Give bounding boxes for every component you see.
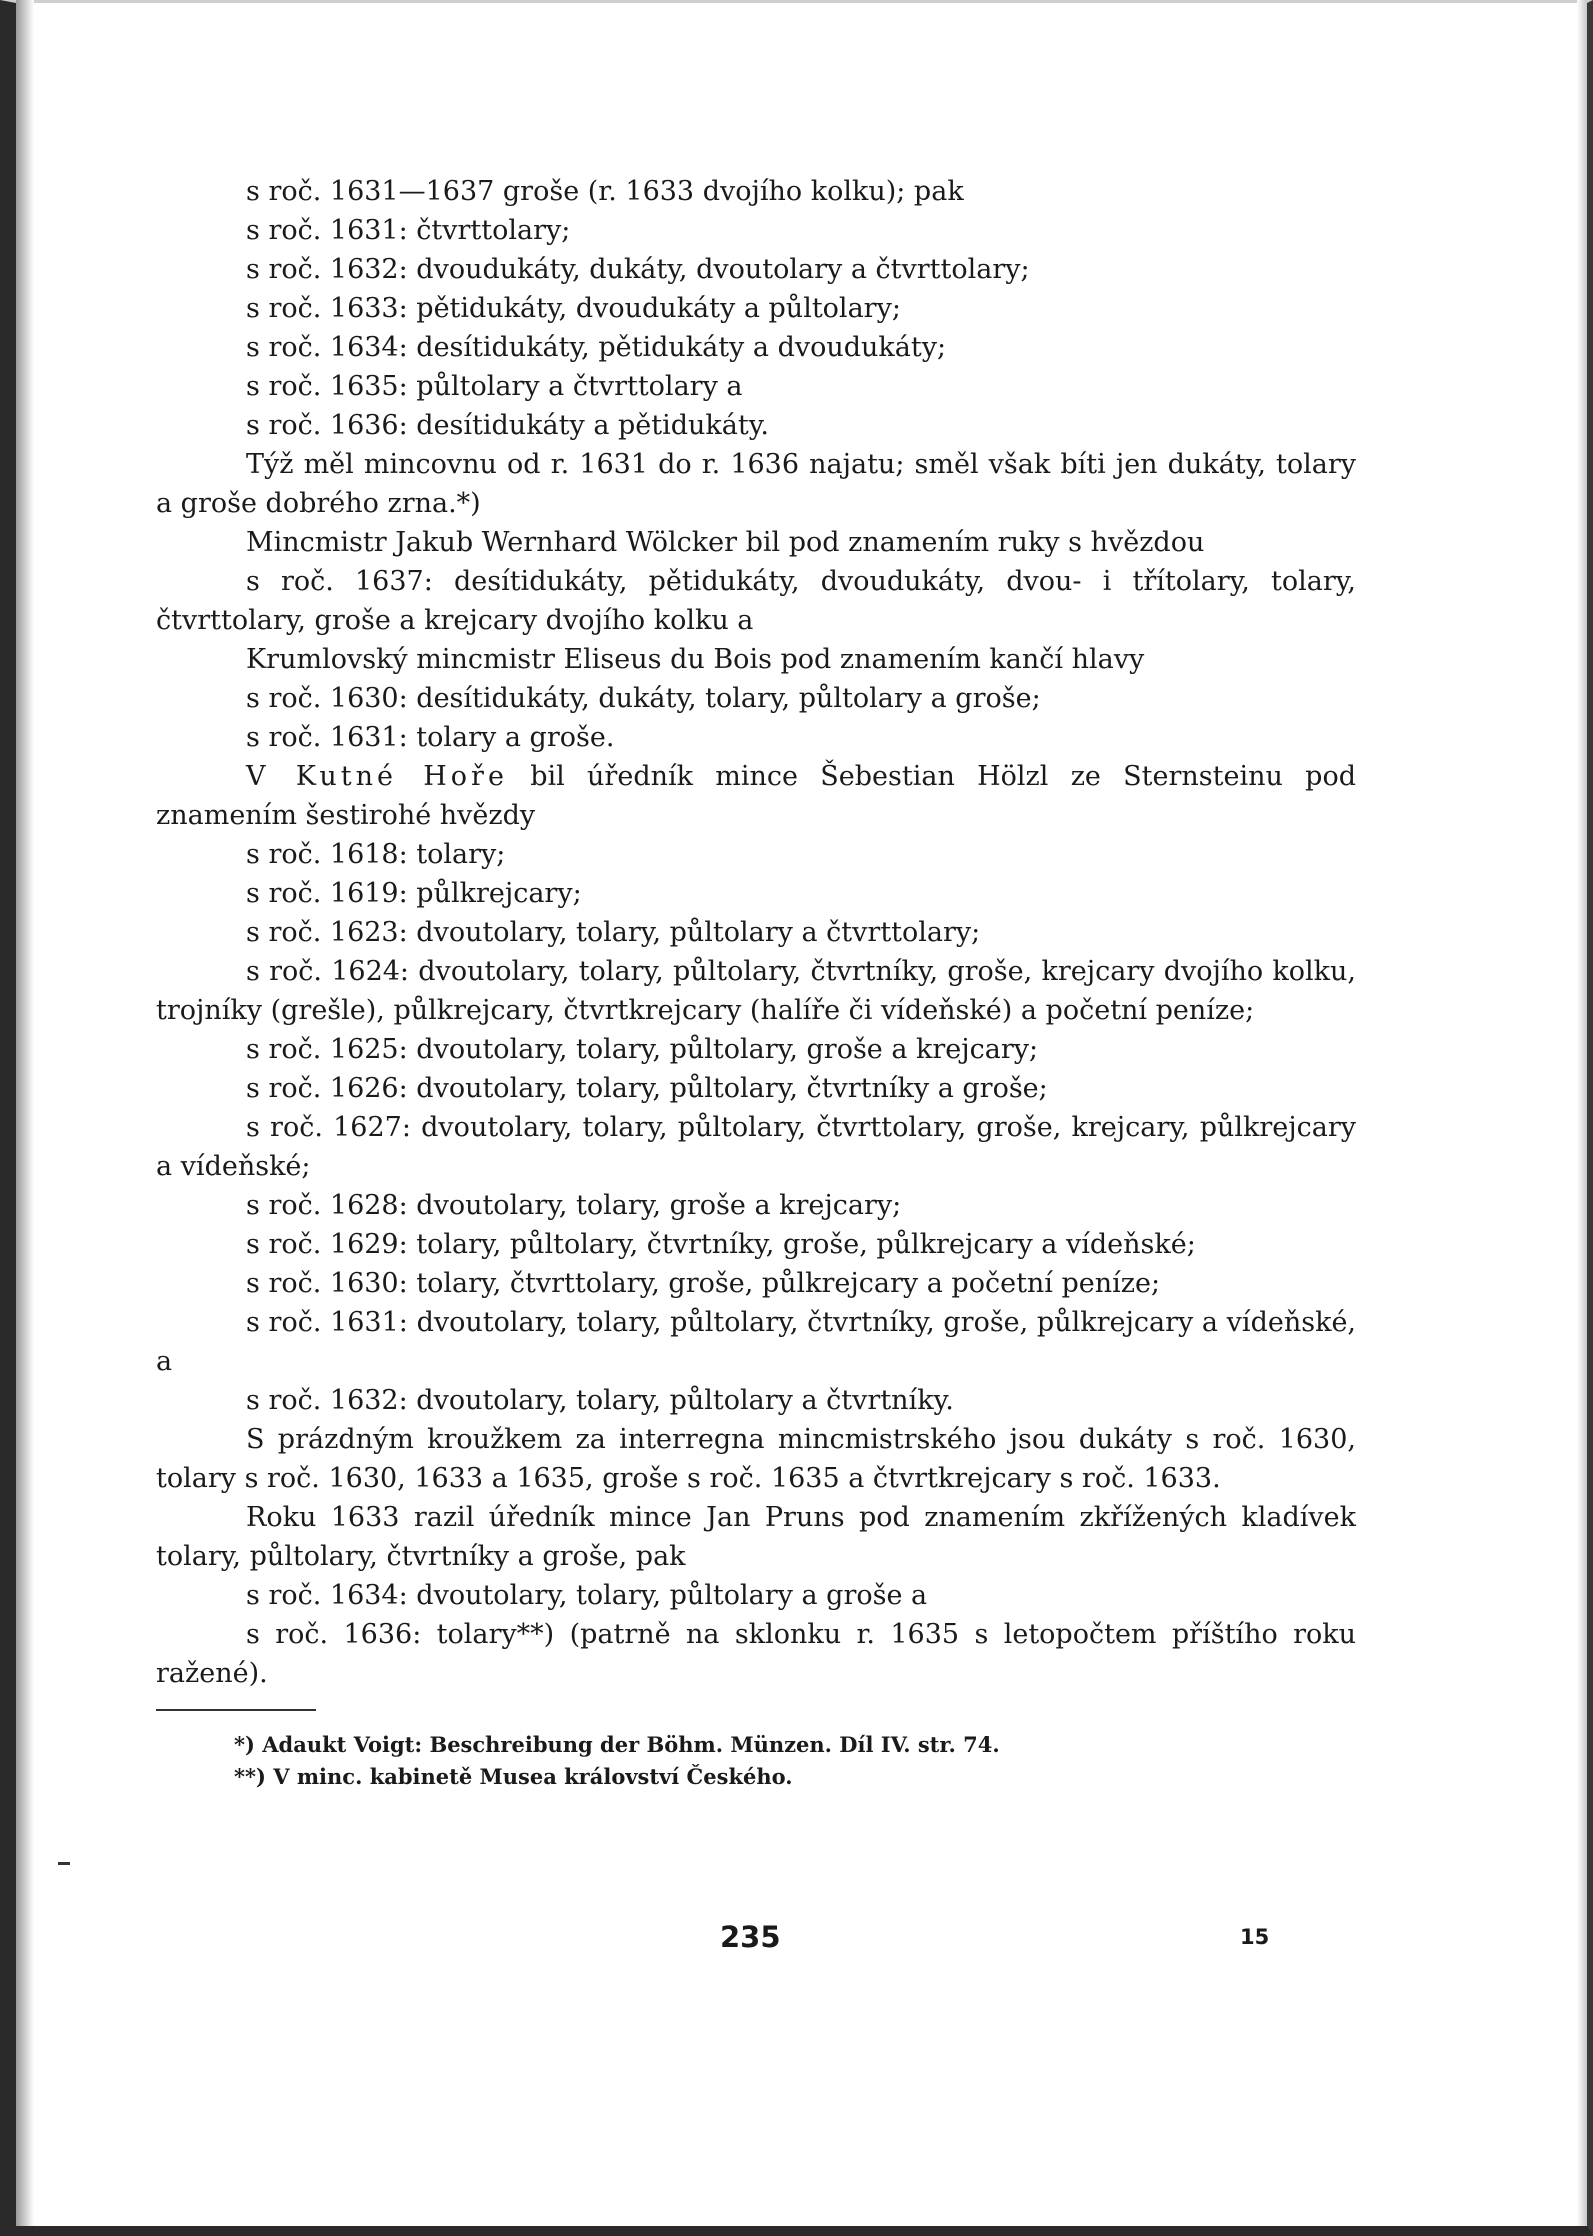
text-line: s roč. 1631—1637 groše (r. 1633 dvojího kolku); pak xyxy=(246,176,964,207)
text-line: s roč. 1636: desítidukáty a pětidukáty. xyxy=(246,410,769,441)
text-line: s roč. 1633: pětidukáty, dvoudukáty a půltolary; xyxy=(246,293,901,324)
right-page-edge xyxy=(1577,0,1587,2226)
page-number: 235 xyxy=(720,1920,781,1954)
text-line: s roč. 1635: půltolary a čtvrttolary a xyxy=(246,371,743,402)
paragraph: s roč. 1627: dvoutolary, tolary, půltolary, čtvrttolary, groše, krejcary, půlkrejcary a vídeňské; xyxy=(156,1112,1356,1182)
text-line: s roč. 1630: desítidukáty, dukáty, tolary, půltolary a groše; xyxy=(246,683,1041,714)
paragraph xyxy=(156,757,1356,835)
paragraph: S prázdným kroužkem za interregna mincmistrského jsou dukáty s roč. 1630, tolary s roč. 1630, 1633 a 1635, groše s roč. 1635 a čtvrtkrejcary s roč. 1633. xyxy=(156,1424,1356,1494)
text-line: s roč. 1618: tolary; xyxy=(246,839,506,870)
text-line: Krumlovský mincmistr Eliseus du Bois pod znamením kančí hlavy xyxy=(246,644,1145,675)
paragraph: Roku 1633 razil úředník mince Jan Pruns pod znamením zkřížených kladívek tolary, půltolary, čtvrtníky a groše, pak xyxy=(156,1502,1356,1572)
paragraph: s roč. 1624: dvoutolary, tolary, půltolary, čtvrtníky, groše, krejcary dvojího kolku, trojníky (grešle), půlkrejcary, čtvrtkrejcary (halíře či vídeňské) a početní peníze; xyxy=(156,956,1356,1026)
text-line: s roč. 1632: dvoudukáty, dukáty, dvoutolary a čtvrttolary; xyxy=(246,254,1030,285)
margin-mark xyxy=(58,1862,70,1865)
footnote-divider xyxy=(156,1709,316,1711)
paragraph-text: bil úředník mince Šebestian Hölzl ze Sternsteinu pod znamením šestirohé hvězdy xyxy=(156,761,1356,831)
paragraph: s roč. 1631: dvoutolary, tolary, půltolary, čtvrtníky, groše, půlkrejcary a vídeňské, a xyxy=(156,1307,1356,1377)
text-line: s roč. 1629: tolary, půltolary, čtvrtníky, groše, půlkrejcary a vídeňské; xyxy=(246,1229,1196,1260)
text-line: s roč. 1628: dvoutolary, tolary, groše a krejcary; xyxy=(246,1190,902,1221)
text-line: s roč. 1631: čtvrttolary; xyxy=(246,215,571,246)
footnote: *) Adaukt Voigt: Beschreibung der Böhm. Münzen. Díl IV. str. 74. xyxy=(234,1732,1000,1757)
text-line: s roč. 1631: tolary a groše. xyxy=(246,722,615,753)
text-line: s roč. 1619: půlkrejcary; xyxy=(246,878,582,909)
footnote: **) V minc. kabinetě Musea království Českého. xyxy=(234,1764,793,1789)
text-line: s roč. 1630: tolary, čtvrttolary, groše, půlkrejcary a početní peníze; xyxy=(246,1268,1161,1299)
paragraph: s roč. 1637: desítidukáty, pětidukáty, dvoudukáty, dvou- i třítolary, tolary, čtvrttolary, groše a krejcary dvojího kolku a xyxy=(156,566,1356,636)
paragraph: Týž měl mincovnu od r. 1631 do r. 1636 najatu; směl však bíti jen dukáty, tolary a groše dobrého zrna.*) xyxy=(156,449,1356,519)
paragraph: s roč. 1636: tolary**) (patrně na sklonku r. 1635 s letopočtem příštího roku ražené). xyxy=(156,1619,1356,1689)
page-body xyxy=(156,172,1356,1793)
text-line: s roč. 1634: desítidukáty, pětidukáty a dvoudukáty; xyxy=(246,332,947,363)
text-line: s roč. 1626: dvoutolary, tolary, půltolary, čtvrtníky a groše; xyxy=(246,1073,1048,1104)
place-name: V Kutné Hoře xyxy=(246,761,508,792)
text-line: s roč. 1634: dvoutolary, tolary, půltolary a groše a xyxy=(246,1580,928,1611)
text-line: s roč. 1623: dvoutolary, tolary, půltolary a čtvrttolary; xyxy=(246,917,981,948)
text-line: Mincmistr Jakub Wernhard Wölcker bil pod znamením ruky s hvězdou xyxy=(246,527,1205,558)
gutter-shadow xyxy=(16,0,34,2226)
text-line: s roč. 1625: dvoutolary, tolary, půltolary, groše a krejcary; xyxy=(246,1034,1039,1065)
printer-signature: 15 xyxy=(1240,1925,1270,1949)
text-line: s roč. 1632: dvoutolary, tolary, půltolary a čtvrtníky. xyxy=(246,1385,954,1416)
